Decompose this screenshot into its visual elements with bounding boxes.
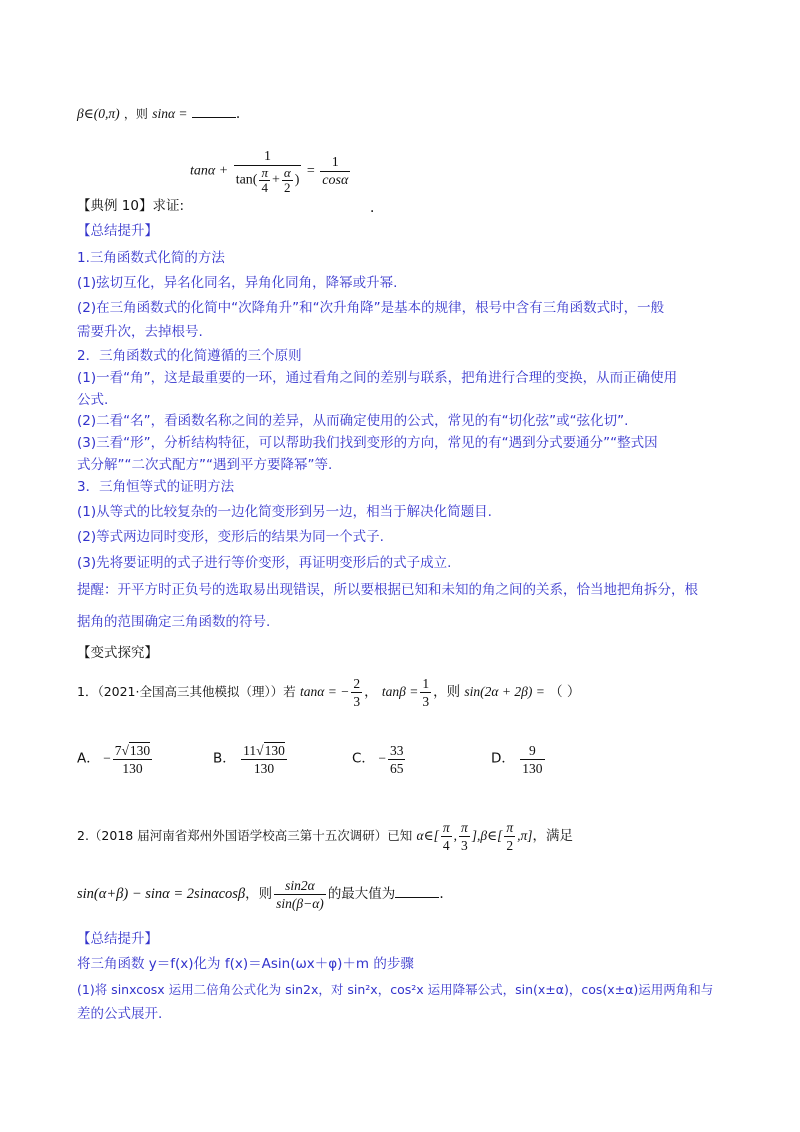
summary1-line: (1)从等式的比较复杂的一边化简变形到另一边，相当于解决化简题目. [77,504,492,520]
period: . [439,886,444,902]
top-condition-line [77,104,240,124]
summary1-line: 式分解”“二次式配方”“遇到平方要降幂”等. [77,457,333,473]
summary1-line: 需要升次，去掉根号. [77,324,203,340]
period: . [235,106,241,122]
question-2-source: 2.（2018 届河南省郑州外国语学校高三第十五次调研）已知 [77,828,413,843]
denominator: 130 [522,761,543,776]
coef: 7 [114,743,122,758]
tan-alpha-plus: tanα + [190,163,229,179]
pi: π [506,820,514,835]
then-text: ，则 [123,107,148,121]
beta-range-open: ],β∈[ [471,828,503,843]
option-d-label: D． [491,750,515,767]
alpha-range-open: α∈[ [416,828,439,843]
option-d-fraction [520,742,544,777]
alpha-num: α [283,165,291,180]
summary1-line: (3)三看“形”，分析结构特征，可以帮助我们找到变形的方向，常见的有“遇到分式要通分”“整式因 [77,435,658,451]
then-text: ，则 [245,886,273,902]
option-b-label: B． [213,750,236,767]
option-c[interactable] [352,742,407,777]
radicand: 130 [264,743,285,758]
pi: π [461,820,468,835]
pi-over-2 [504,819,515,854]
two-den: 2 [284,180,291,195]
tan-close: ) [294,172,300,188]
summary2-heading: 【总结提升】 [77,931,158,947]
three: 3 [461,838,468,853]
question-2 [77,819,573,854]
beta-range-close: ,π] [517,828,533,843]
condition-expr: sin(α+β) − sinα = 2sinαcosβ [77,886,246,902]
alpha-over-2 [282,166,293,195]
question-1 [77,675,580,715]
target-expr: sin(2α + 2β) = [464,684,545,699]
comma: ， [364,684,378,700]
tan-alpha-label: tanα = − [300,684,350,699]
answer-blank [395,885,439,898]
four: 4 [442,838,450,853]
summary1-line: 1.三角函数式化简的方法 [77,250,225,266]
plus-sign: + [271,172,280,188]
denominator: 130 [253,761,275,776]
equals-sign: = [306,163,315,179]
option-b-fraction: $\frac{11√130}{130}$ [243,743,285,776]
reciprocal-fraction [234,148,302,195]
rhs-denominator: cosα [322,173,349,188]
denominator: 130 [122,761,143,776]
example10-end: . [370,200,375,216]
rhs-fraction [320,154,350,189]
minus-sign: − [378,750,386,766]
summary1-line: (2)等式两边同时变形，变形后的结果为同一个式子. [77,529,384,545]
option-d[interactable] [491,742,547,777]
tan-alpha-value [351,675,362,710]
pi: π [442,820,450,835]
summary1-line: (2)二看“名”，看函数名称之间的差异，从而确定使用的公式，常见的有“切化弦”或“弦化切”. [77,413,629,429]
question-1-source: 1．（2021·全国高三其他模拟（理））若 [77,684,296,699]
tan-open: tan( [235,172,258,188]
example10-label: 【典例 10】求证: [77,198,185,214]
summary2-line: (1)将 sinxcosx 运用二倍角公式化为 sin2x，对 sin²x，cos²x 运用降幂公式，sin(x±α)，cos(x±α)运用两角和与 [77,982,714,997]
ta-num: 2 [353,676,361,691]
pi-over-3 [459,819,470,854]
then-text: ，则 [433,684,461,700]
coef: 11 [243,743,257,758]
denominator: 65 [389,761,404,776]
rhs-numerator: 1 [320,154,350,172]
tan-beta-value [420,675,431,710]
option-c-fraction [388,742,406,777]
summary1-line: (3)先将要证明的式子进行等价变形，再证明变形后的式子成立. [77,555,452,571]
numerator: 9 [520,742,544,760]
ratio-num: sin2α [274,877,326,895]
ta-den: 3 [353,694,361,709]
option-a[interactable] [77,742,154,777]
variant-heading: 【变式探究】 [77,645,158,661]
option-c-label: C． [352,750,375,767]
summary1-line: 提醒：开平方时正负号的选取易出现错误，所以要根据已知和未知的角之间的关系，恰当地把角拆分，根 [77,582,698,598]
numerator: 33 [389,743,404,758]
pi-num: π [261,165,268,180]
tb-den: 3 [422,694,430,709]
tan-beta-label: tanβ = [381,684,419,699]
summary1-line: 公式. [77,392,109,408]
option-b[interactable] [213,742,289,777]
beta-range: β∈(0,π) [77,106,120,121]
summary2-line: 将三角函数 y＝f(x)化为 f(x)＝Asin(ωx＋φ)＋m 的步骤 [77,956,414,972]
max-text: 的最大值为 [327,886,396,902]
two: 2 [506,838,514,853]
summary1-line: (1)一看“角”，这是最重要的一环，通过看角之间的差别与联系，把角进行合理的变换，从而正确使用 [77,370,678,386]
summary2-line: 差的公式展开. [77,1006,163,1022]
summary1-line: (2)在三角函数式的化简中“次降角升”和“次升角降”是基本的规律，根号中含有三角函数式时，一般 [77,300,665,316]
answer-blank [192,105,236,118]
summary1-line: (1)弦切互化，异名化同名，异角化同角，降幂或升幂. [77,275,398,291]
fraction-denominator [234,166,302,195]
minus-sign: − [103,750,111,766]
option-a-label: A． [77,750,100,767]
pi-over-4 [259,166,270,195]
radicand: 130 [129,743,151,758]
answer-paren: （ ） [549,684,581,700]
tb-num: 1 [422,676,430,691]
option-a-fraction: $\frac{7√130}{130}$ [114,743,151,776]
sin-alpha-expr: sinα = [152,106,188,121]
comma: , [453,828,457,843]
satisfy-text: ，满足 [532,828,574,844]
summary1-line: 2．三角函数式的化简遵循的三个原则 [77,348,302,364]
fraction-numerator: 1 [234,148,302,166]
summary1-heading: 【总结提升】 [77,223,158,239]
pi-over-4 [441,819,452,854]
example10-formula [190,148,352,195]
four-den: 4 [261,180,268,195]
summary1-line: 据角的范围确定三角函数的符号. [77,614,271,630]
ratio-fraction [274,877,326,912]
ratio-den: sin(β−α) [276,896,324,911]
summary1-line: 3．三角恒等式的证明方法 [77,479,235,495]
question-2-condition [77,877,444,912]
